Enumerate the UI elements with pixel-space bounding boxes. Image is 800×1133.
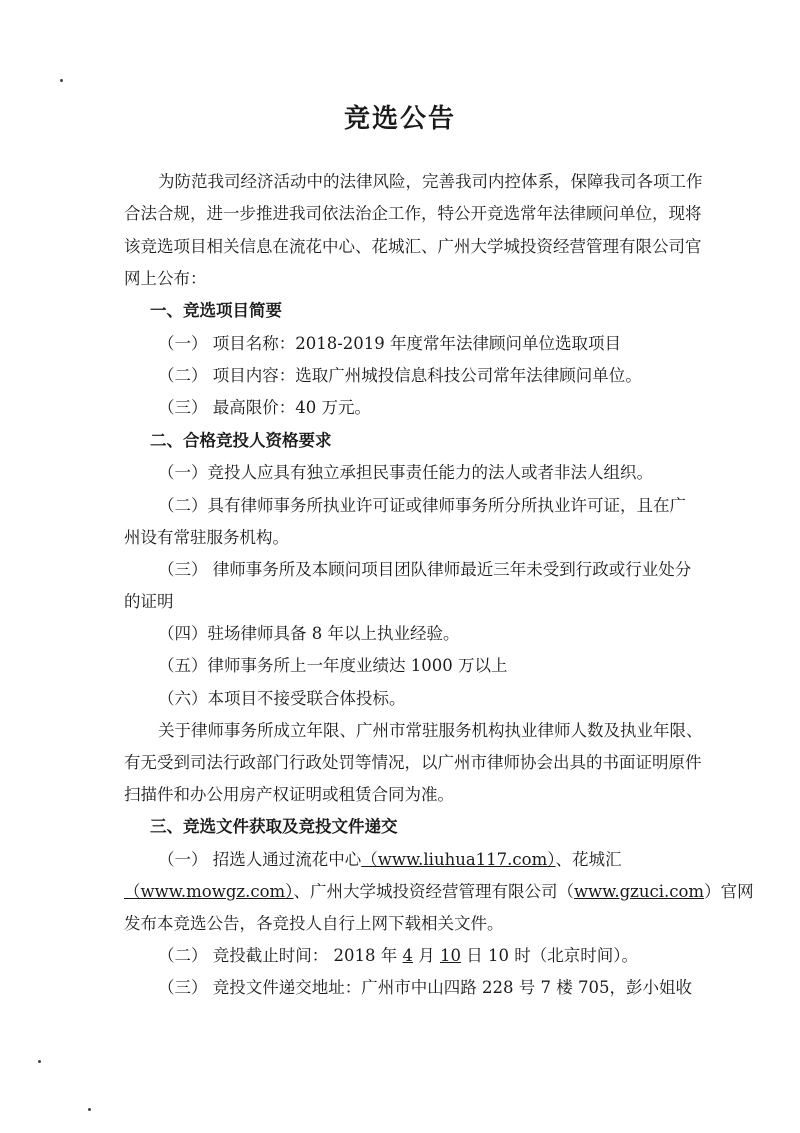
section-3-item-2	[158, 945, 638, 967]
section-1-item-1: （一） 项目名称：2018-2019 年度常年法律顾问单位选取项目	[158, 334, 622, 353]
scan-speck	[60, 79, 63, 82]
section-1-item-2: （二） 项目内容：选取广州城投信息科技公司常年法律顾问单位。	[158, 366, 642, 385]
deadline-suffix: 日 10 时（北京时间）。	[466, 946, 638, 965]
section-2-heading: 二、合格竞投人资格要求	[150, 431, 332, 450]
section-2-note-line-3: 扫描件和办公用房产权证明或租赁合同为准。	[124, 785, 454, 804]
section-3-item-1-mid: 、花城汇	[555, 850, 622, 869]
deadline-month-unit: 月	[418, 946, 435, 965]
gzuci-url-link[interactable]: www.gzuci.com	[573, 882, 705, 901]
deadline-month: 4	[402, 946, 413, 965]
section-3-item-1-line-1	[158, 849, 622, 871]
section-3-item-1-line-3: 发布本竞选公告，各竞投人自行上网下载相关文件。	[124, 914, 504, 933]
intro-line-4: 网上公布：	[124, 269, 207, 288]
section-1-heading: 一、竞选项目简要	[150, 301, 282, 320]
section-2-item-2-line-2: 州设有常驻服务机构。	[124, 528, 289, 547]
section-1-item-3: （三） 最高限价：40 万元。	[158, 398, 371, 417]
section-2-note-line-1: 关于律师事务所成立年限、广州市常驻服务机构执业律师人数及执业年限、	[158, 721, 703, 740]
mowgz-url-link[interactable]: （www.mowgz.com）	[124, 882, 294, 901]
deadline-day: 10	[439, 946, 461, 965]
intro-line-1: 为防范我司经济活动中的法律风险，完善我司内控体系，保障我司各项工作	[158, 172, 703, 191]
section-3-item-1-line-2	[124, 881, 754, 903]
section-3-item-1-mid-2: 、广州大学城投资经营管理有限公司（	[293, 882, 574, 901]
deadline-prefix: （二） 竞投截止时间： 2018 年	[158, 946, 398, 965]
section-3-item-1-suffix: ）官网	[704, 882, 754, 901]
section-2-note-line-2: 有无受到司法行政部门行政处罚等情况，以广州市律师协会出具的书面证明原件	[124, 753, 702, 772]
section-3-item-3: （三） 竞投文件递交地址：广州市中山四路 228 号 7 楼 705，彭小姐收	[158, 978, 692, 997]
scan-speck	[38, 1060, 41, 1063]
section-2-item-4: （四）驻场律师具备 8 年以上执业经验。	[158, 624, 460, 643]
section-2-item-1: （一）竞投人应具有独立承担民事责任能力的法人或者非法人组织。	[158, 463, 653, 482]
section-2-item-3-line-1: （三） 律师事务所及本顾问项目团队律师最近三年未受到行政或行业处分	[158, 560, 692, 579]
section-2-item-3-line-2: 的证明	[124, 592, 174, 611]
section-2-item-2-line-1: （二）具有律师事务所执业许可证或律师事务所分所执业许可证，且在广	[158, 496, 686, 515]
page-title: 竞选公告	[343, 104, 456, 134]
section-2-item-5: （五）律师事务所上一年度业绩达 1000 万以上	[158, 656, 508, 675]
section-3-heading: 三、竞选文件获取及竞投文件递交	[150, 817, 398, 836]
section-3-item-1-prefix: （一） 招选人通过流花中心	[158, 850, 362, 869]
liuhua-url-link[interactable]: （www.liuhua117.com）	[361, 850, 556, 869]
section-2-item-6: （六）本项目不接受联合体投标。	[158, 689, 406, 708]
intro-line-2: 合法合规，进一步推进我司依法治企工作，特公开竞选常年法律顾问单位，现将	[124, 204, 702, 223]
intro-line-3: 该竞选项目相关信息在流花中心、花城汇、广州大学城投资经营管理有限公司官	[124, 237, 702, 256]
scan-speck	[88, 1108, 91, 1111]
